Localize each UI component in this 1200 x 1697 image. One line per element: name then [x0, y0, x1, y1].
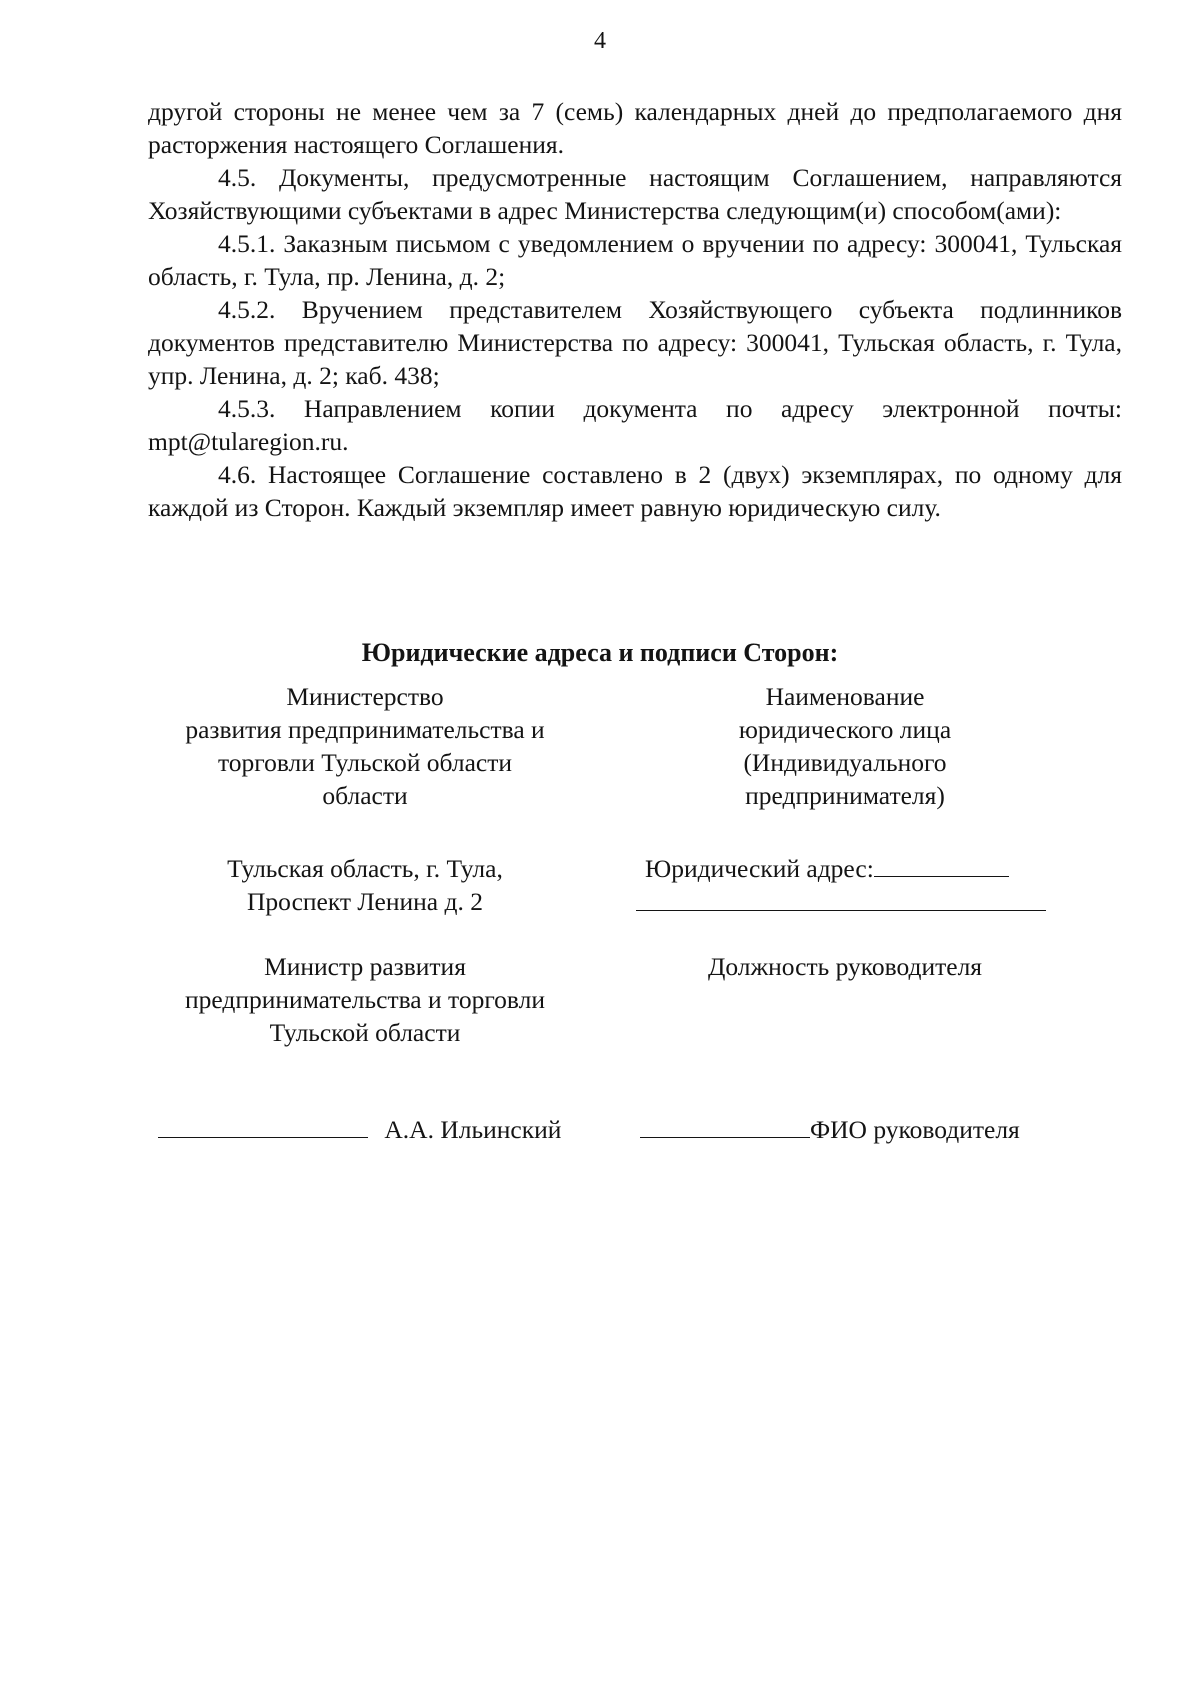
ministry-address-line: Проспект Ленина д. 2: [247, 887, 483, 916]
ministry-name: [150, 680, 580, 812]
entity-signature-line: [640, 1117, 810, 1138]
ministry-name-line: Министерство: [286, 682, 444, 711]
entity-address-blank-line: [636, 910, 1046, 911]
entity-address-blank: [874, 856, 1009, 877]
ministry-signatory-name: А.А. Ильинский: [384, 1115, 562, 1144]
agreement-body: [148, 95, 1122, 524]
entity-name-line: предпринимателя): [745, 781, 945, 810]
entity-name-line: юридического лица: [738, 715, 952, 744]
ministry-name-line: развития предпринимательства и: [185, 715, 545, 744]
signatures-heading: Юридические адреса и подписи Сторон:: [361, 638, 839, 667]
ministry-position-line: Министр развития: [264, 952, 466, 981]
ministry-name-line: области: [322, 781, 408, 810]
paragraph-4-6: 4.6. Настоящее Соглашение составлено в 2 (двух) экземплярах, по одному для каждой из Сторон. Каждый экземпляр имеет равную юридическую силу.: [148, 460, 1122, 522]
ministry-position-line: Тульской области: [269, 1018, 461, 1047]
ministry-signature-line: [158, 1117, 368, 1138]
paragraph-4-5-2: 4.5.2. Вручением представителем Хозяйствующего субъекта подлинников документов представителю Министерства по адресу: 300041, Тульская область, г. Тула, упр. Ленина, д. 2; каб. 438;: [148, 295, 1122, 390]
entity-address-label: Юридический адрес:: [645, 854, 874, 883]
entity-address: [645, 852, 1085, 885]
entity-name-line: (Индивидуального: [743, 748, 947, 777]
ministry-name-line: торговли Тульской области: [217, 748, 513, 777]
paragraph-4-5-1: 4.5.1. Заказным письмом с уведомлением о вручении по адресу: 300041, Тульская область, г. Тула, пр. Ленина, д. 2;: [148, 229, 1122, 291]
paragraph-4-5: 4.5. Документы, предусмотренные настоящим Соглашением, направляются Хозяйствующими субъектами в адрес Министерства следующим(и) способом(ами):: [148, 163, 1122, 225]
ministry-address-line: Тульская область, г. Тула,: [227, 854, 503, 883]
ministry-position-line: предпринимательства и торговли: [185, 985, 545, 1014]
entity-signature-row: [640, 1113, 1080, 1146]
page-number: 4: [594, 28, 606, 54]
paragraph-4-5-3: 4.5.3. Направлением копии документа по адресу электронной почты: mpt@tularegion.ru.: [148, 394, 1122, 456]
paragraph-termination-notice: другой стороны не менее чем за 7 (семь) календарных дней до предполагаемого дня расторжения настоящего Соглашения.: [148, 97, 1122, 159]
entity-name: [625, 680, 1065, 812]
entity-position-label: Должность руководителя: [707, 952, 983, 981]
entity-name-line: Наименование: [765, 682, 925, 711]
entity-signatory-name: ФИО руководителя: [810, 1115, 1020, 1144]
ministry-signature-row: [158, 1113, 598, 1146]
ministry-address: [150, 852, 580, 918]
ministry-signatory-position: [150, 950, 580, 1049]
